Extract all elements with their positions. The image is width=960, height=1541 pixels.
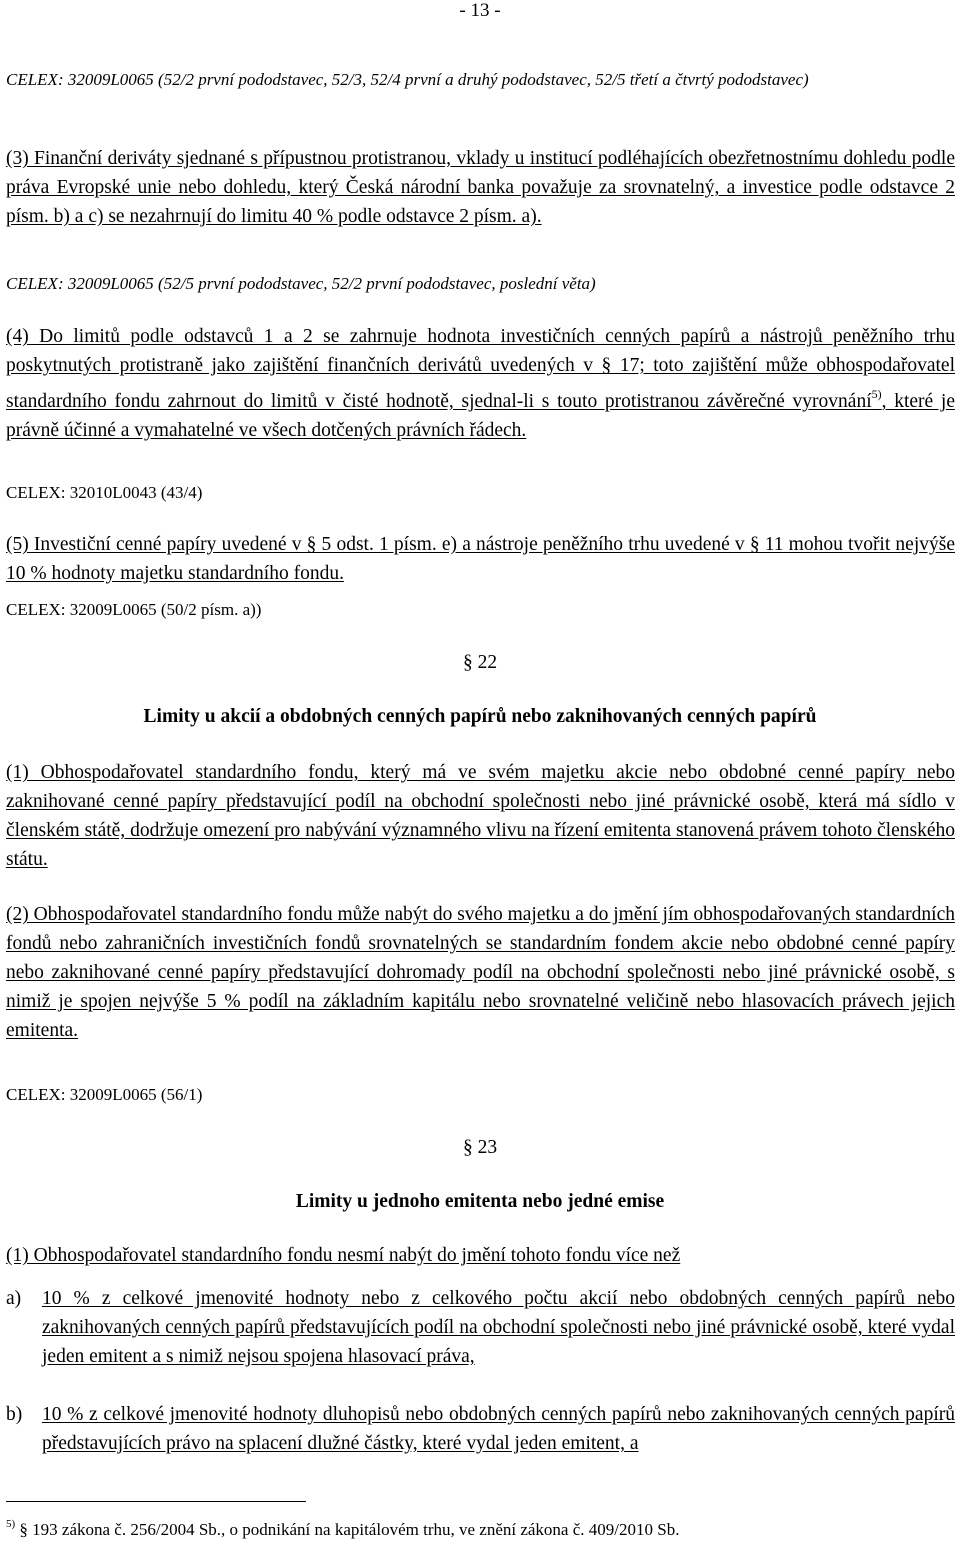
paragraph-4-text: (4) Do limitů podle odstavců 1 a 2 se zahrnuje hodnota investičních cenných papírů a nástrojů peněžního trhu poskytnutých protistraně jako zajištění finančních derivátů uvedených v § 17; toto zajištění může obhospodařovatel standardního fondu zahrnout do limitů v čisté hodnotě, sjednal-li s touto protistranou závěrečné vyrovnání (6, 326, 955, 412)
celex-reference (6, 270, 954, 297)
paragraph-3: (3) Finanční deriváty sjednané s přípustnou protistranou, vklady u institucí podléhajících obezřetnostnímu dohledu podle práva Evropské unie nebo dohledu, který Česká národní banka považuje za srovnatelný, a investice podle odstavce 2 písm. b) a c) se nezahrnují do limitu 40 % podle odstavce 2 písm. a). (6, 148, 955, 227)
list-item-a (6, 1284, 955, 1371)
paragraph-5: (5) Investiční cenné papíry uvedené v § 5 odst. 1 písm. e) a nástroje peněžního trhu uvedené v § 11 mohou tvořit nejvýše 10 % hodnoty majetku standardního fondu. (6, 534, 955, 584)
list-item-b (6, 1400, 955, 1458)
celex-reference: CELEX: 32009L0065 (50/2 písm. a)) (6, 600, 262, 619)
celex-reference: CELEX: 32010L0043 (43/4) (6, 483, 203, 502)
list-item-text: 10 % z celkové jmenovité hodnoty dluhopisů nebo obdobných cenných papírů nebo zaknihovaných cenných papírů představujících právo na splacení dlužné částky, které vydal jeden emitent, a (42, 1404, 955, 1454)
list-marker: a) (6, 1288, 22, 1309)
section-22-paragraph-2: (2) Obhospodařovatel standardního fondu může nabýt do svého majetku a do jmění jím obhospodařovaných standardních fondů nebo zahraničních investičních fondů srovnatelných se standardním fondem akcie nebo obdobné cenné papíry nebo zaknihované cenné papíry představující dohromady podíl na obchodní společnosti nebo jiné právnické osobě, s nimiž je spojen nejvýše 5 % podíl na základním kapitálu nebo srovnatelné veličině nebo hlasovacích právech jejich emitenta. (6, 904, 955, 1041)
footnote-reference: 5) (871, 387, 882, 401)
celex-reference (6, 66, 954, 93)
page-number: - 13 - (459, 0, 501, 21)
footnote-mark: 5) (6, 1518, 16, 1530)
paragraph-4-tail: , které je právně účinné a vymahatelné ve všech dotčených právních řádech. (6, 391, 955, 441)
section-22-paragraph-1: (1) Obhospodařovatel standardního fondu, který má ve svém majetku akcie nebo obdobné cenné papíry nebo zaknihované cenné papíry představující podíl na obchodní společnosti nebo jiné právnické osobě, která má sídlo v členském státě, dodržuje omezení pro nabývání významného vlivu na řízení emitenta stanovená právem tohoto členského státu. (6, 762, 955, 870)
section-heading-22: Limity u akcií a obdobných cenných papírů nebo zaknihovaných cenných papírů (143, 706, 817, 727)
section-heading-23: Limity u jednoho emitenta nebo jedné emise (295, 1191, 665, 1212)
list-item-text: 10 % z celkové jmenovité hodnoty nebo z celkového počtu akcií nebo obdobných cenných papírů nebo zaknihovaných cenných papírů představujících podíl na obchodní společnosti nebo jiné právnické osobě, které vydal jeden emitent a s nimiž nejsou spojena hlasovací práva, (42, 1288, 955, 1367)
list-marker: b) (6, 1404, 23, 1425)
celex-reference-text: CELEX: 32009L0065 (52/5 první pododstavec, 52/2 první pododstavec, poslední věta) (6, 274, 596, 293)
section-23-paragraph-1: (1) Obhospodařovatel standardního fondu nesmí nabýt do jmění tohoto fondu více než (6, 1245, 681, 1266)
celex-reference-text: CELEX: 32009L0065 (52/2 první pododstavec, 52/3, 52/4 první a druhý pododstavec, 52/5 třetí a čtvrtý pododstavec) (6, 70, 809, 89)
footnote (6, 1513, 679, 1541)
section-number-22: § 22 (462, 652, 498, 673)
celex-reference: CELEX: 32009L0065 (56/1) (6, 1085, 203, 1104)
footnote-divider (6, 1501, 306, 1502)
section-number-23: § 23 (462, 1137, 498, 1158)
footnote-text: § 193 zákona č. 256/2004 Sb., o podnikání na kapitálovém trhu, ve znění zákona č. 409/2010 Sb. (19, 1520, 680, 1539)
paragraph-4 (6, 322, 955, 445)
